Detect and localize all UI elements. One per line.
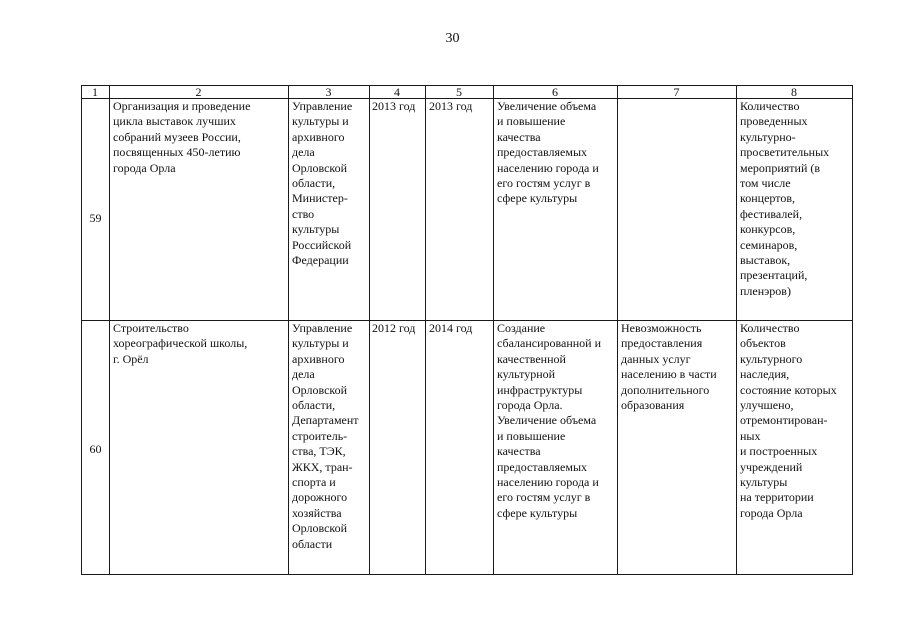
expected-result-cell: Увеличение объема и повышение качества предоставляемых населению города и его гостям услуг в сфере культуры bbox=[497, 99, 599, 206]
column-header: 2 bbox=[195, 85, 202, 99]
end-year-cell: 2013 год bbox=[429, 99, 473, 113]
row-number: 59 bbox=[89, 211, 102, 225]
col-line bbox=[369, 85, 370, 574]
column-header: 1 bbox=[92, 85, 98, 99]
column-header: 5 bbox=[456, 85, 462, 99]
page-number: 30 bbox=[445, 31, 460, 46]
indicator-cell: Количество проведенных культурно- просветительных мероприятий (в том числе концертов, фестивалей, конкурсов, семинаров, выставок, презентаций, пленэров) bbox=[740, 99, 830, 298]
column-header: 7 bbox=[673, 85, 680, 99]
expected-result-cell: Создание сбалансированной и качественной культурной инфраструктуры города Орла. Увеличение объема и повышение качества предоставляемых населению города и его гостям услуг в сфере культуры bbox=[497, 321, 602, 520]
col-line bbox=[288, 85, 289, 574]
indicator-cell: Количество объектов культурного наследия, состояние которых улучшено, отремонтирован- ных и построенных учреждений культуры на территории города Орла bbox=[740, 321, 837, 520]
consequences-cell: Невозможность предоставления данных услуг населению в части дополнительного образования bbox=[621, 321, 717, 413]
col-line bbox=[493, 85, 494, 574]
column-header: 8 bbox=[791, 85, 797, 99]
col-line bbox=[852, 85, 853, 574]
end-year-cell: 2014 год bbox=[429, 321, 473, 335]
column-header: 3 bbox=[325, 85, 332, 99]
col-line bbox=[617, 85, 618, 574]
col-line bbox=[425, 85, 426, 574]
column-header: 4 bbox=[394, 85, 400, 99]
responsible-cell: Управление культуры и архивного дела Орловской области, Министер- ство культуры Российской Федерации bbox=[292, 99, 353, 268]
table-border-bottom bbox=[81, 574, 853, 575]
start-year-cell: 2013 год bbox=[372, 99, 416, 113]
column-header: 6 bbox=[552, 85, 558, 99]
col-line bbox=[109, 85, 110, 574]
event-name-cell: Организация и проведение цикла выставок лучших собраний музеев России, посвященных 450-летию города Орла bbox=[113, 99, 251, 175]
responsible-cell: Управление культуры и архивного дела Орловской области, Департамент строитель- ства, ТЭК, ЖКХ, тран- спорта и дорожного хозяйства Орловской области bbox=[292, 321, 359, 551]
col-line bbox=[81, 85, 82, 574]
event-name-cell: Строительство хореографической школы, г. Орёл bbox=[113, 321, 248, 366]
row-number: 60 bbox=[89, 442, 102, 456]
start-year-cell: 2012 год bbox=[372, 321, 416, 335]
col-line bbox=[736, 85, 737, 574]
